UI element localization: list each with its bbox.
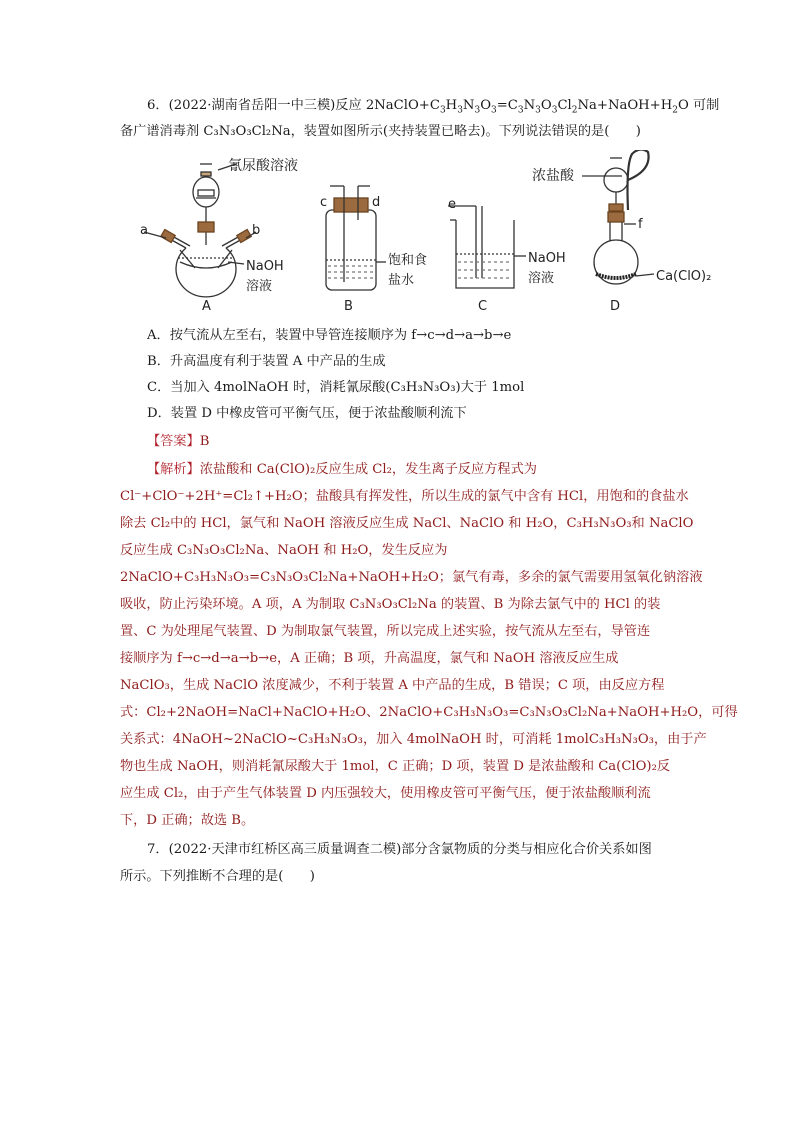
analysis-tag: 【解析】 <box>147 462 200 477</box>
label-a-liquid-1: NaOH <box>246 259 284 274</box>
question-6-line-1: 6．(2022·湖南省岳阳一中三模)反应 $2NaClO+C_3H_3N_3O_3=C_3N_3O_3Cl_2Na+NaOH+H_2O$ 可制 <box>147 98 720 116</box>
caption-d: D <box>610 299 621 314</box>
label-port-b: b <box>252 223 261 238</box>
question-7-line-1: 7．(2022·天津市红桥区高三质量调查二模)部分含氯物质的分类与相应化合价关系如图 <box>147 842 652 857</box>
analysis-line-10: 式：Cl₂+2NaOH=NaCl+NaClO+H₂O、2NaClO+C₃H₃N₃O₃=C₃N₃O₃Cl₂Na+NaOH+H₂O，可得 <box>120 705 738 720</box>
label-c-liquid-2: 溶液 <box>528 271 555 286</box>
analysis-line-14: 下，D 正确；故选 B。 <box>120 813 255 828</box>
label-port-d: d <box>372 195 381 210</box>
option-c: C．当加入 4molNaOH 时，消耗氰尿酸(C₃H₃N₃O₃)大于 1mol <box>147 380 525 395</box>
label-a-liquid-2: 溶液 <box>246 279 273 294</box>
analysis-line-12: 物也生成 NaOH，则消耗氰尿酸大于 1mol，C 正确；D 项，装置 D 是浓盐酸和 Ca(ClO)₂反 <box>120 759 671 774</box>
answer-line <box>147 432 209 452</box>
question-6-line-2: 备广谱消毒剂 C₃N₃O₃Cl₂Na，装置如图所示(夹持装置已略去)。下列说法错误的是( ) <box>120 124 641 139</box>
analysis-line-7: 置、C 为处理尾气装置、D 为制取氯气装置，所以完成上述实验，按气流从左至右，导管连 <box>120 624 651 639</box>
label-c-liquid-1: NaOH <box>528 251 566 266</box>
label-port-e: e <box>448 197 456 212</box>
analysis-line-13: 应生成 Cl₂，由于产生气体装置 D 内压强较大，使用橡皮管可平衡气压，便于浓盐酸顺利流 <box>120 786 651 801</box>
caption-c: C <box>478 299 488 314</box>
question-7-line-2: 所示。下列推断不合理的是( ) <box>120 869 315 884</box>
label-a-top: 氰尿酸溶液 <box>228 158 298 174</box>
label-b-liquid-2: 盐水 <box>388 273 415 288</box>
analysis-line-3: 除去 Cl₂中的 HCl，氯气和 NaOH 溶液反应生成 NaCl、NaClO 和 H₂O，C₃H₃N₃O₃和 NaClO <box>120 516 694 531</box>
analysis-line-6: 吸收，防止污染环境。A 项，A 为制取 C₃N₃O₃Cl₂Na 的装置、B 为除去氯气中的 HCl 的装 <box>120 597 661 612</box>
analysis-line-2: Cl⁻+ClO⁻+2H⁺=Cl₂↑+H₂O；盐酸具有挥发性，所以生成的氯气中含有 HCl，用饱和的食盐水 <box>120 489 689 504</box>
apparatus-c <box>448 206 526 288</box>
caption-a: A <box>202 299 211 314</box>
apparatus-a <box>144 164 256 297</box>
label-port-a: a <box>140 223 148 238</box>
option-a: A．按气流从左至右，装置中导管连接顺序为 f→c→d→a→b→e <box>147 328 512 343</box>
apparatus-d <box>582 150 654 284</box>
analysis-line-8: 接顺序为 f→c→d→a→b→e，A 正确；B 项，升高温度，氯气和 NaOH 溶液反应生成 <box>120 651 619 666</box>
label-b-liquid-1: 饱和食 <box>388 253 428 268</box>
analysis-line-11: 关系式：4NaOH~2NaClO~C₃H₃N₃O₃，加入 4molNaOH 时，可消耗 1molC₃H₃N₃O₃，由于产 <box>120 732 707 747</box>
analysis-line-4: 反应生成 C₃N₃O₃Cl₂Na、NaOH 和 H₂O，发生反应为 <box>120 543 448 558</box>
label-port-f: f <box>638 217 643 232</box>
caption-b: B <box>344 299 353 314</box>
analysis-line-5: 2NaClO+C₃H₃N₃O₃=C₃N₃O₃Cl₂Na+NaOH+H₂O；氯气有毒，多余的氯气需要用氢氧化钠溶液 <box>120 570 703 585</box>
option-d: D．装置 D 中橡皮管可平衡气压，便于浓盐酸顺利流下 <box>147 406 467 421</box>
apparatus-figure <box>140 150 740 320</box>
analysis-line-1: 【解析】浓盐酸和 Ca(ClO)₂反应生成 Cl₂，发生离子反应方程式为 <box>147 462 537 477</box>
analysis-line-9: NaClO₃，生成 NaClO 浓度减少，不利于装置 A 中产品的生成，B 错误；C 项，由反应方程 <box>120 678 665 693</box>
label-d-top: 浓盐酸 <box>532 168 574 184</box>
label-port-c: c <box>320 195 328 210</box>
answer-tag: 【答案】 <box>147 434 200 449</box>
option-b: B．升高温度有利于装置 A 中产品的生成 <box>147 354 386 369</box>
label-d-solid: Ca(ClO)₂ <box>656 269 712 284</box>
answer-value: B <box>199 434 210 449</box>
